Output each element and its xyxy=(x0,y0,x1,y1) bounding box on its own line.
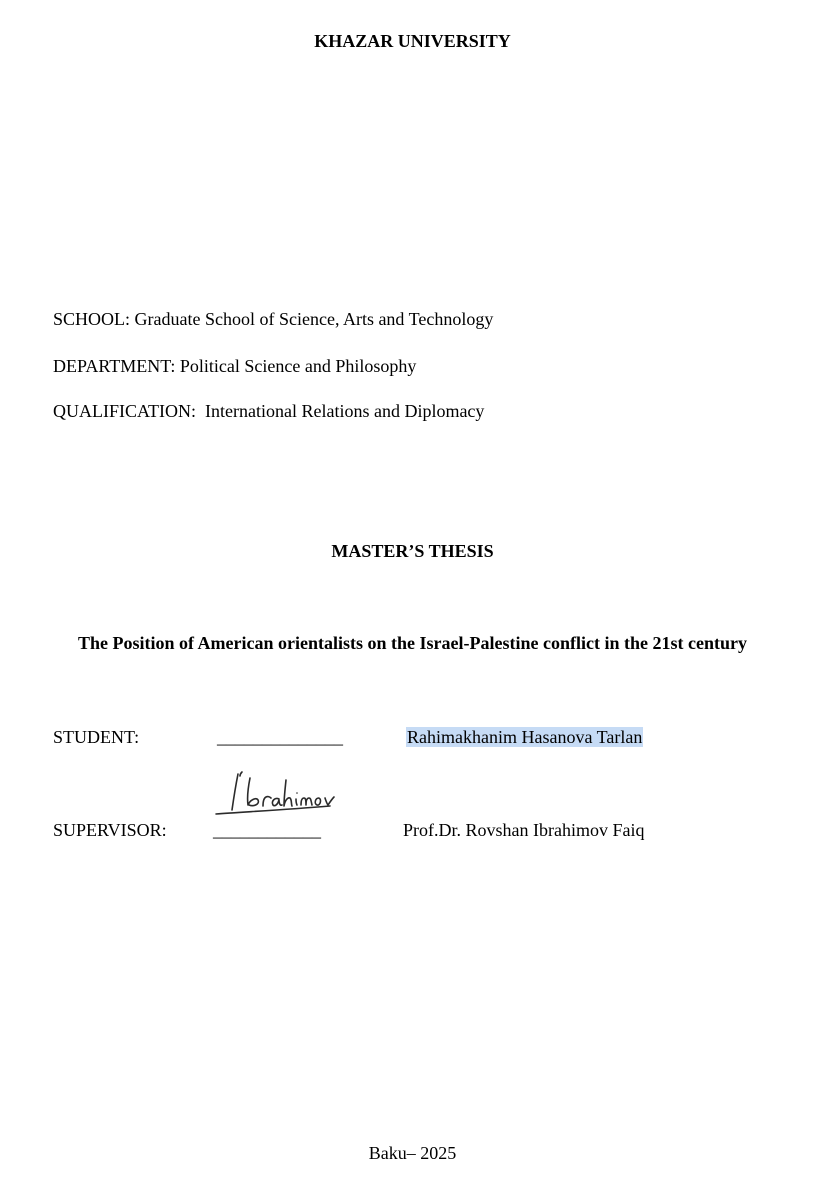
university-title: KHAZAR UNIVERSITY xyxy=(314,31,511,51)
student-name-wrap xyxy=(406,726,643,748)
thesis-title: The Position of American orientalists on the Israel-Palestine conflict in the 21st century xyxy=(78,633,747,653)
supervisor-signature xyxy=(212,770,340,822)
thesis-type: MASTER’S THESIS xyxy=(331,541,494,561)
student-signature-line: ______________ xyxy=(217,727,343,747)
department-value: Political Science and Philosophy xyxy=(179,356,417,376)
qualification-value: International Relations and Diplomacy xyxy=(205,401,485,421)
supervisor-name: Prof.Dr. Rovshan Ibrahimov Faiq xyxy=(403,820,645,840)
school-value: Graduate School of Science, Arts and Technology xyxy=(134,309,494,329)
qualification-line xyxy=(53,400,484,422)
student-label: STUDENT: xyxy=(53,727,140,747)
department-label: DEPARTMENT: xyxy=(53,356,176,376)
student-name[interactable]: Rahimakhanim Hasanova Tarlan xyxy=(407,727,643,747)
school-label: SCHOOL: xyxy=(53,309,131,329)
supervisor-signature-line: ____________ xyxy=(213,820,321,840)
supervisor-label: SUPERVISOR: xyxy=(53,820,167,840)
place-year: Baku– 2025 xyxy=(368,1143,457,1163)
qualification-label: QUALIFICATION: xyxy=(53,401,196,421)
school-line xyxy=(53,308,493,330)
department-line xyxy=(53,355,416,377)
